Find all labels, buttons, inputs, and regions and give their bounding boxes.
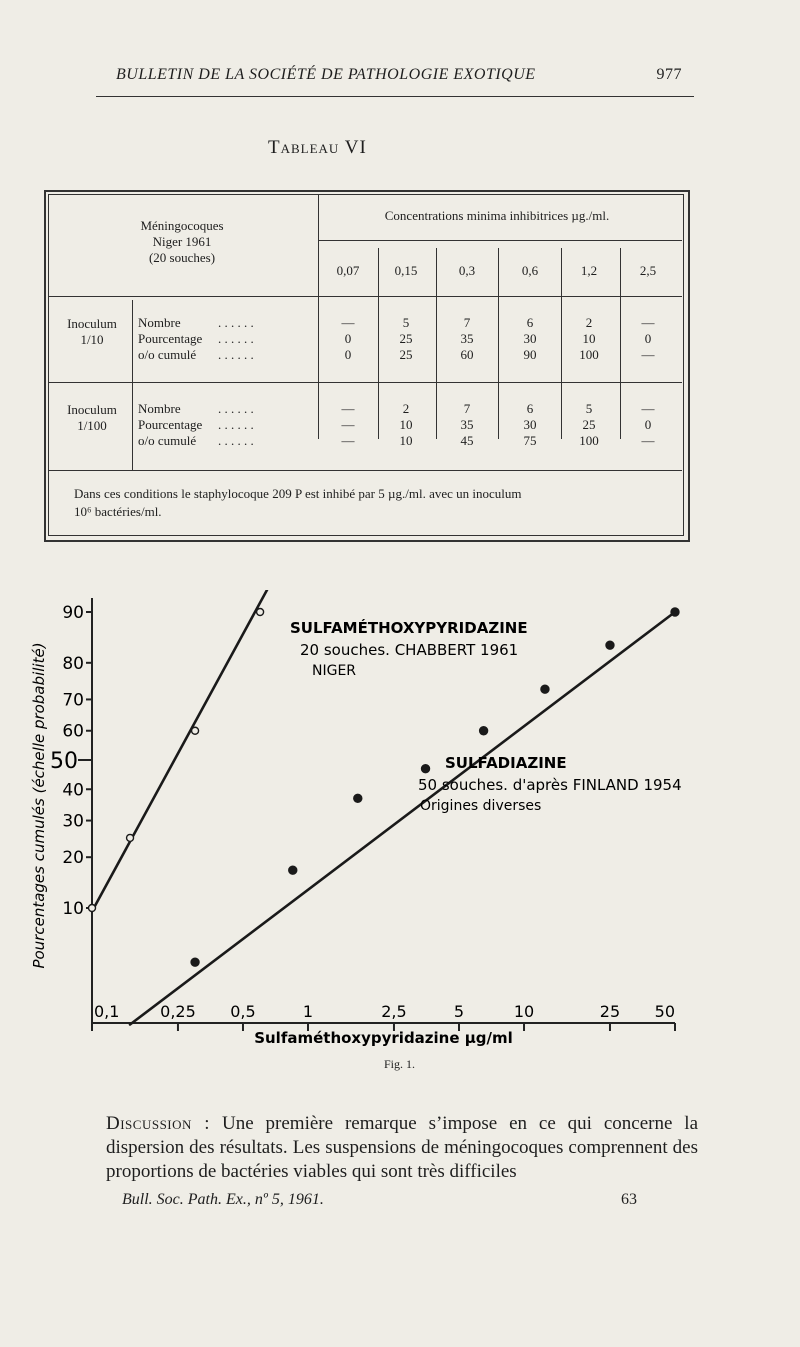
- data-point-open: [257, 609, 264, 616]
- header-rule: [96, 96, 694, 97]
- y-tick-label: 90: [62, 603, 84, 623]
- table-hline-bottom: [48, 470, 682, 471]
- x-tick-label: 50: [654, 1002, 675, 1021]
- chart-annotations: [290, 618, 682, 814]
- table-vline-col: [436, 248, 437, 439]
- table-cell: 90: [523, 347, 537, 362]
- table-note-line-1: Dans ces conditions le staphylocoque 209 P est inhibé par 5 µg./ml. avec un inoculum: [74, 486, 522, 501]
- table-cell: —: [341, 315, 355, 330]
- data-point-open: [192, 727, 199, 734]
- table-cell: 6: [526, 401, 534, 416]
- y-tick-label: 80: [62, 653, 84, 674]
- data-point-open: [127, 834, 134, 841]
- annotation-title: SULFADIAZINE: [445, 754, 567, 772]
- table-cell: 7: [463, 401, 471, 416]
- table-vline-main: [318, 194, 319, 439]
- running-head: [116, 66, 682, 84]
- table-hline-header: [48, 296, 682, 297]
- concentration-col-header: 0,3: [458, 263, 476, 278]
- table-cell: 25: [399, 331, 413, 346]
- row-leader-dots: . . . . . .: [218, 315, 254, 330]
- table-cell: 2: [402, 401, 410, 416]
- row-leader-dots: . . . . . .: [218, 417, 254, 432]
- concentration-col-header: 0,6: [521, 263, 539, 278]
- y-tick-label: 30: [62, 811, 84, 832]
- concentration-col-header: 0,15: [394, 263, 418, 278]
- table-cell: —: [641, 401, 655, 416]
- x-tick-label: 0,5: [230, 1002, 256, 1021]
- table-cell: 0: [344, 347, 352, 362]
- y-tick-label: 10: [62, 899, 84, 919]
- table-cell: 25: [582, 417, 596, 432]
- trendline: [92, 590, 313, 911]
- table-cell: —: [641, 433, 655, 448]
- data-point-open: [89, 905, 96, 912]
- annotation-source: 50 souches. d'après FINLAND 1954: [418, 776, 682, 794]
- data-point-filled: [541, 685, 549, 693]
- row-label: Nombre: [138, 315, 181, 330]
- table-cell: —: [341, 433, 355, 448]
- table-cell: 30: [523, 417, 537, 432]
- data-point-filled: [289, 866, 297, 874]
- table-vline-inoculum: [132, 300, 133, 470]
- inoculum-label: Inoculum: [67, 402, 117, 417]
- y-tick-label: 50: [50, 749, 78, 774]
- table-title: Tableau VI: [268, 137, 367, 158]
- x-tick-label: 25: [599, 1002, 621, 1021]
- discussion-text: Une première remarque s’impose en ce qui concerne la dispersion des résultats. Les suspensions de méningocoques comprennent des proportions de bactéries viables qui sont très difficiles: [106, 1113, 699, 1182]
- annotation-source: 20 souches. CHABBERT 1961: [300, 641, 519, 659]
- group-label-line: Niger 1961: [152, 234, 212, 249]
- table-vline-col: [498, 248, 499, 439]
- y-tick-label: 40: [62, 780, 84, 801]
- table-cell: 10: [399, 433, 413, 448]
- table-note-line-2: 10⁶ bactéries/ml.: [74, 504, 162, 519]
- table-cell: 5: [402, 315, 410, 330]
- table-vline-col: [378, 248, 379, 439]
- data-point-filled: [606, 641, 614, 649]
- concentration-col-header: 2,5: [639, 263, 657, 278]
- concentration-col-header: 0,07: [336, 263, 360, 278]
- data-point-filled: [191, 958, 199, 966]
- trendline: [130, 612, 675, 1025]
- group-label-line: Méningocoques: [140, 218, 224, 233]
- table-vline-col: [561, 248, 562, 439]
- data-point-filled: [422, 765, 430, 773]
- row-label: Nombre: [138, 401, 181, 416]
- x-tick-label: 0,1: [94, 1002, 120, 1021]
- row-leader-dots: . . . . . .: [218, 347, 254, 362]
- table-cell: 35: [460, 417, 474, 432]
- concentration-header: Concentrations minima inhibitrices µg./ml.: [384, 208, 610, 223]
- y-tick-label: 60: [62, 721, 84, 742]
- table-cell: 0: [344, 331, 352, 346]
- annotation-region: Origines diverses: [420, 798, 542, 814]
- concentration-col-header: 1,2: [580, 263, 598, 278]
- table-cell: —: [641, 347, 655, 362]
- y-tick-label: 70: [62, 690, 84, 711]
- x-tick-label: 10: [513, 1002, 535, 1021]
- table-cell: 6: [526, 315, 534, 330]
- x-tick-label: 5: [453, 1002, 465, 1021]
- table-cell: 10: [582, 331, 596, 346]
- table-cell: 0: [644, 331, 652, 346]
- annotation-region: NIGER: [312, 663, 357, 679]
- table-cell: 35: [460, 331, 474, 346]
- table-cell: 30: [523, 331, 537, 346]
- table-cell: —: [341, 417, 355, 432]
- table-hline-conc: [318, 240, 682, 241]
- inoculum-label: Inoculum: [67, 316, 117, 331]
- data-point-filled: [354, 794, 362, 802]
- table-cell: 5: [585, 401, 593, 416]
- table-hline-block: [48, 382, 682, 383]
- table-note: [74, 485, 674, 521]
- row-label: o/o cumulé: [138, 433, 197, 448]
- y-axis-label: Pourcentages cumulés (échelle probabilité): [30, 642, 48, 969]
- x-tick-label: 2,5: [381, 1002, 407, 1021]
- journal-title: BULLETIN DE LA SOCIÉTÉ DE PATHOLOGIE EXOTIQUE: [116, 66, 536, 83]
- inoculum-label: 1/10: [80, 332, 104, 347]
- table-cell: 100: [579, 433, 599, 448]
- data-point-filled: [480, 727, 488, 735]
- x-tick-label: 1: [302, 1002, 314, 1021]
- table-cell: 100: [579, 347, 599, 362]
- x-tick-label: 0,25: [160, 1002, 196, 1021]
- table-cell: —: [341, 401, 355, 416]
- table-vline-col: [620, 248, 621, 439]
- y-tick-label: 20: [62, 848, 84, 869]
- x-axis-label: Sulfaméthoxypyridazine µg/ml: [254, 1029, 513, 1047]
- group-label-line: (20 souches): [148, 250, 216, 265]
- row-leader-dots: . . . . . .: [218, 401, 254, 416]
- discussion-lead: Discussion :: [106, 1113, 211, 1134]
- table-cell: 2: [585, 315, 593, 330]
- row-label: Pourcentage: [138, 331, 203, 346]
- table-cell: —: [641, 315, 655, 330]
- figure-chart: [0, 590, 800, 1050]
- inoculum-label: 1/100: [77, 418, 107, 433]
- row-leader-dots: . . . . . .: [218, 433, 254, 448]
- row-label: Pourcentage: [138, 417, 203, 432]
- row-label: o/o cumulé: [138, 347, 197, 362]
- row-leader-dots: . . . . . .: [218, 331, 254, 346]
- figure-caption: Fig. 1.: [384, 1057, 416, 1071]
- footer-citation: Bull. Soc. Path. Ex., nº 5, 1961.: [122, 1191, 324, 1208]
- table-cell: 7: [463, 315, 471, 330]
- table-cell: 0: [644, 417, 652, 432]
- discussion-paragraph: [106, 1112, 698, 1184]
- annotation-title: SULFAMÉTHOXYPYRIDAZINE: [290, 619, 528, 637]
- table-cell: 25: [399, 347, 413, 362]
- page-number: 977: [656, 66, 682, 83]
- footer-signature: 63: [621, 1191, 637, 1208]
- table-cell: 60: [460, 347, 474, 362]
- table-cell: 75: [523, 433, 537, 448]
- data-point-filled: [671, 608, 679, 616]
- table-cell: 45: [460, 433, 474, 448]
- table-cell: 10: [399, 417, 413, 432]
